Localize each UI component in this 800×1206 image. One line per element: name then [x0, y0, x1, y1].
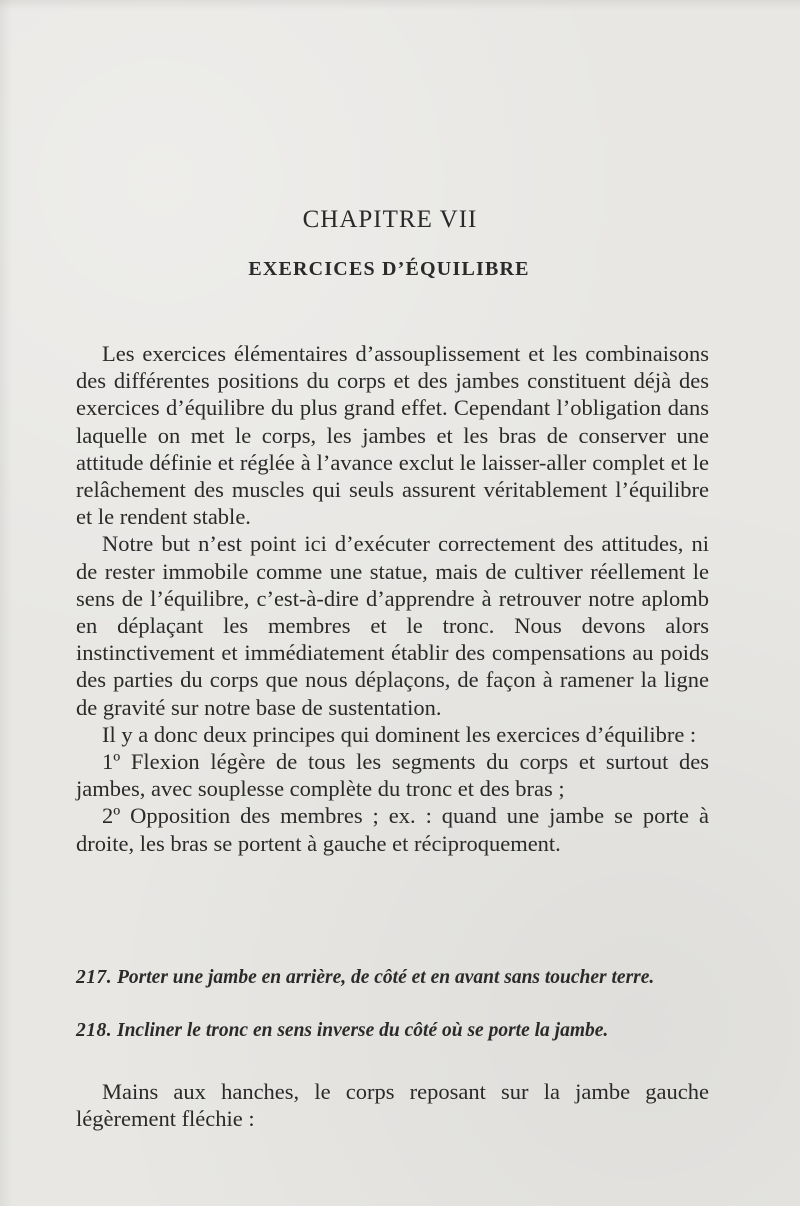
- exercise-number: 217.: [76, 967, 113, 988]
- page-edge-shadow-top: [0, 0, 800, 10]
- paragraph: Il y a donc deux principes qui dominent les exercices d’équilibre :: [102, 721, 697, 747]
- exercise-text: Porter une jambe en arrière, de côté et en avant sans toucher terre.: [117, 967, 655, 988]
- paragraph: Les exercices élémentaires d’assouplissement et les combinaisons des différentes positions du corps et des jambes constituent déjà des exercices d’équilibre du plus grand effet. Cependant l’obligation dans laquelle on met le corps, les jambes et les bras de conserver une attitude définie et réglée à l’avance exclut le laisser-aller complet et le relâchement des muscles qui seuls assurent véritablement l’équilibre et le rendent stable.: [76, 341, 709, 530]
- paragraph: Notre but n’est point ici d’exécuter correctement des attitudes, ni de rester immobile comme une statue, mais de cultiver réellement le sens de l’équilibre, c’est-à-dire d’apprendre à retrouver notre aplomb en déplaçant les membres et le tronc. Nous devons alors instinctivement et immédiatement établir des compensations au poids des parties du corps que nous déplaçons, de façon à ramener la ligne de gravité sur notre base de sustentation.: [76, 531, 709, 720]
- exercise-218: [76, 1019, 709, 1043]
- body-text: [76, 340, 709, 857]
- principle-item: 1º Flexion légère de tous les segments du corps et surtout des jambes, avec souplesse complète du tronc et des bras ;: [76, 749, 709, 802]
- principle-item: 2º Opposition des membres ; ex. : quand une jambe se porte à droite, les bras se portent à gauche et réciproquement.: [76, 803, 709, 856]
- final-paragraph-block: [76, 1078, 709, 1132]
- page-edge-shadow-left: [0, 0, 12, 1206]
- chapter-heading: CHAPITRE VII: [302, 206, 478, 233]
- exercise-number: 218.: [76, 1020, 113, 1041]
- section-title: EXERCICES D’ÉQUILIBRE: [248, 258, 530, 280]
- exercise-217: [76, 966, 709, 990]
- paragraph: Mains aux hanches, le corps reposant sur la jambe gauche légèrement fléchie :: [76, 1079, 709, 1131]
- exercise-text: Incliner le tronc en sens inverse du côté où se porte la jambe.: [117, 1020, 609, 1041]
